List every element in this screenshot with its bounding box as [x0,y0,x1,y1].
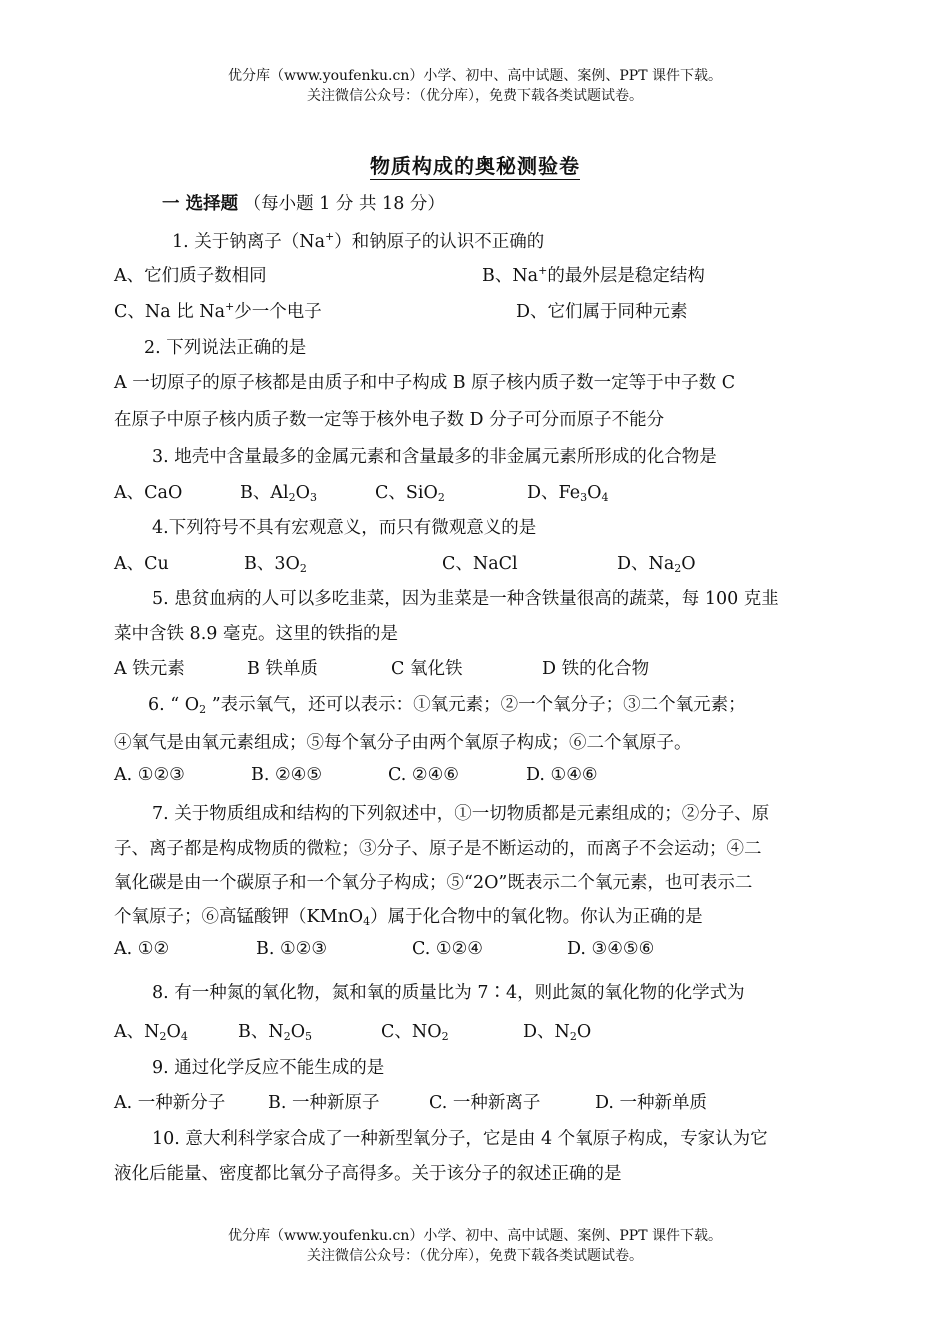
q7-stem-line-3: 氧化碳是由一个碳原子和一个氧分子构成；⑤“2O”既表示二个氧元素，也可表示二 [114,873,753,893]
q3-stem: 3. 地壳中含量最多的金属元素和含量最多的非金属元素所形成的化合物是 [152,447,717,467]
q2-stem: 2. 下列说法正确的是 [144,338,307,358]
q5-option-b: B 铁单质 [247,659,318,679]
q6-stem-line-1: 6. “ $O_2$ ”表示氧气，还可以表示：①氧元素；②一个氧分子；③二个氧元素； [148,695,746,716]
q5-option-a: A 铁元素 [114,659,185,679]
q7-stem-line-2: 子、离子都是构成物质的微粒；③分子、原子是不断运动的，而离子不会运动；④二 [114,839,762,859]
q4-option-d: D、$Na_2O$ [617,554,696,575]
q2-options-line-2: 在原子中原子核内质子数一定等于核外电子数 D 分子可分而原子不能分 [114,410,665,430]
q1-option-b: B、Na+的最外层是稳定结构 [482,264,705,286]
section-heading: 一 选择题 （每小题 1 分 共 18 分） [162,194,445,214]
q7-stem-line-1: 7. 关于物质组成和结构的下列叙述中，①一切物质都是元素组成的；②分子、原 [152,804,770,824]
q2-options-line-1: A 一切原子的原子核都是由质子和中子构成 B 原子核内质子数一定等于中子数 C [114,373,736,393]
q6-option-d: D. ①④⑥ [526,765,598,785]
q9-stem: 9. 通过化学反应不能生成的是 [152,1058,385,1078]
document-title: 物质构成的奥秘测验卷 [370,154,580,178]
footer-line-1: 优分库（www.youfenku.cn）小学、初中、高中试题、案例、PPT 课件下载。 [227,1228,722,1244]
q5-option-d: D 铁的化合物 [542,659,650,679]
q7-option-a: A. ①② [114,939,170,959]
q3-option-b: B、$Al_2O_3$ [240,483,317,504]
q10-stem-line-2: 液化后能量、密度都比氧分子高得多。关于该分子的叙述正确的是 [114,1164,622,1184]
q7-option-b: B. ①②③ [256,939,328,959]
q5-stem-line-1: 5. 患贫血病的人可以多吃韭菜，因为韭菜是一种含铁量很高的蔬菜，每 100 克韭 [152,589,779,609]
q6-option-c: C. ②④⑥ [388,765,459,785]
q7-option-c: C. ①②④ [412,939,483,959]
header-line-2: 关注微信公众号：（优分库），免费下载各类试题试卷。 [307,88,643,104]
q9-option-b: B. 一种新原子 [268,1093,380,1113]
footer-line-2: 关注微信公众号：（优分库），免费下载各类试题试卷。 [307,1248,643,1264]
q8-option-c: C、$NO_2$ [381,1022,449,1043]
q1-option-a: A、它们质子数相同 [114,266,267,286]
q3-option-a: A、CaO [114,483,183,503]
page-footer [0,1226,950,1266]
q4-option-a: A、Cu [114,554,169,574]
q6-stem-line-2: ④氧气是由氧元素组成；⑤每个氧分子由两个氧原子构成；⑥二个氧原子。 [114,733,692,753]
q9-option-a: A. 一种新分子 [114,1093,226,1113]
page-header [0,66,950,106]
q9-option-c: C. 一种新离子 [429,1093,541,1113]
q6-option-b: B. ②④⑤ [251,765,323,785]
q7-stem-line-4: 个氧原子；⑥高锰酸钾（KMnO$_4$）属于化合物中的氧化物。你认为正确的是 [114,907,703,928]
q1-option-c: C、Na 比 Na+少一个电子 [114,300,322,322]
header-line-1: 优分库（www.youfenku.cn）小学、初中、高中试题、案例、PPT 课件下载。 [227,68,722,84]
q7-option-d: D. ③④⑤⑥ [567,939,655,959]
q10-stem-line-1: 10. 意大利科学家合成了一种新型氧分子，它是由 4 个氧原子构成，专家认为它 [152,1129,768,1149]
q8-option-d: D、$N_2O$ [523,1022,592,1043]
q4-option-b: B、$3O_2$ [244,554,307,575]
q8-option-a: A、$N_2O_4$ [114,1022,188,1043]
q3-option-d: D、$Fe_3O_4$ [527,483,609,504]
q1-stem: 1. 关于钠离子（Na+）和钠原子的认识不正确的 [172,230,545,252]
q4-stem: 4.下列符号不具有宏观意义，而只有微观意义的是 [152,518,537,538]
q9-option-d: D. 一种新单质 [595,1093,708,1113]
q5-stem-line-2: 菜中含铁 8.9 毫克。这里的铁指的是 [114,624,398,644]
q8-stem: 8. 有一种氮的氧化物，氮和氧的质量比为 7∶4，则此氮的氧化物的化学式为 [152,983,745,1003]
q3-option-c: C、SiO$_2$ [375,483,445,504]
q4-option-c: C、NaCl [442,554,518,574]
q1-option-d: D、它们属于同种元素 [516,302,688,322]
q6-option-a: A. ①②③ [114,765,185,785]
q8-option-b: B、$N_2O_5$ [238,1022,313,1043]
q5-option-c: C 氧化铁 [391,659,463,679]
